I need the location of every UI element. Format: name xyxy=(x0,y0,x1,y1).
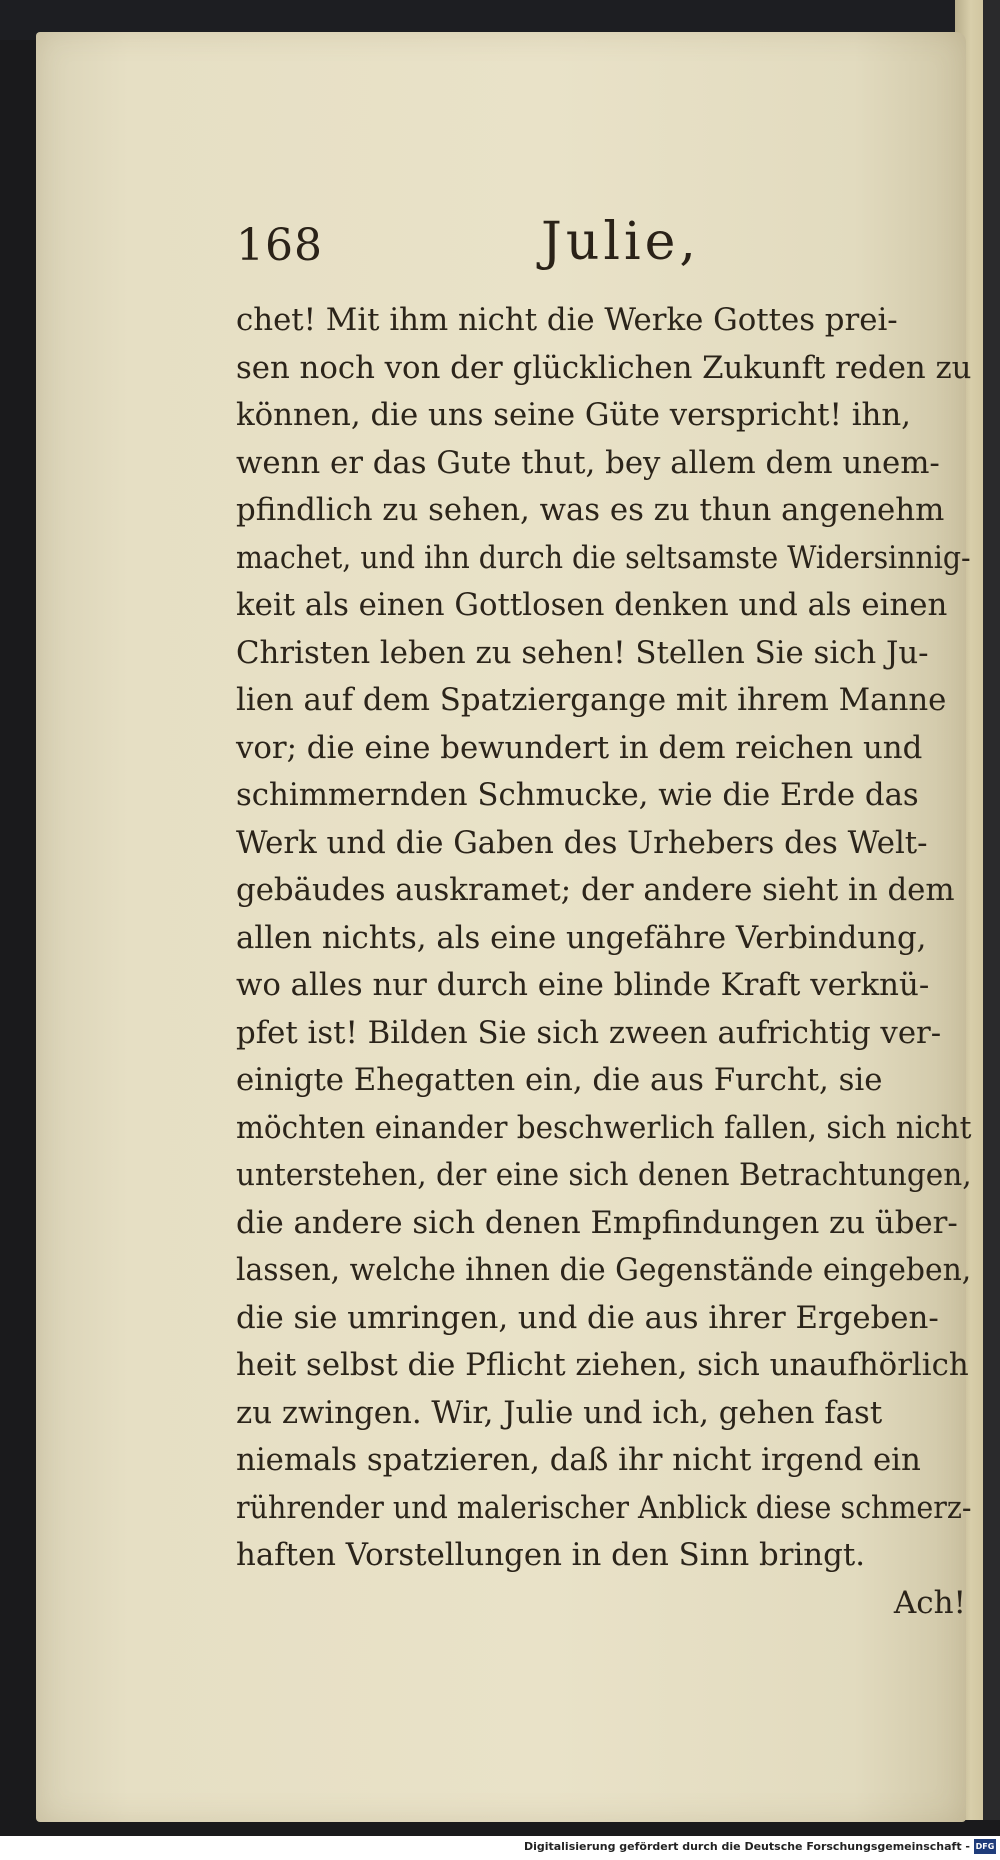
text-line: schimmernden Schmucke, wie die Erde das xyxy=(236,777,919,813)
text-line: wo alles nur durch eine blinde Kraft verknü- xyxy=(236,967,930,1003)
page-text-body xyxy=(236,297,976,1627)
page-number: 168 xyxy=(236,220,323,271)
text-line: wenn er das Gute thut, bey allem dem unem- xyxy=(236,444,940,481)
running-title: Julie, xyxy=(541,212,700,272)
text-line: vor; die eine bewundert in dem reichen und xyxy=(236,729,923,766)
text-line: zu zwingen. Wir, Julie und ich, gehen fast xyxy=(236,1394,883,1431)
catchword: Ach! xyxy=(893,1584,966,1621)
text-line: die andere sich denen Empfindungen zu über- xyxy=(236,1204,958,1241)
text-line: chet! Mit ihm nicht die Werke Gottes prei- xyxy=(236,302,898,338)
text-line: Werk und die Gaben des Urhebers des Welt- xyxy=(236,824,928,861)
footer-bar xyxy=(0,1836,1000,1860)
text-line: können, die uns seine Güte verspricht! ihn, xyxy=(236,397,911,433)
text-line: die sie umringen, und die aus ihrer Ergeben- xyxy=(236,1299,939,1336)
text-line: unterstehen, der eine sich denen Betrachtungen, xyxy=(236,1157,972,1193)
text-line: allen nichts, als eine ungefähre Verbindung, xyxy=(236,919,927,956)
dfg-logo-icon: DFG xyxy=(974,1839,996,1854)
page-header xyxy=(236,212,756,292)
text-line: gebäudes auskramet; der andere sieht in dem xyxy=(236,872,955,908)
text-line: machet, und ihn durch die seltsamste Widersinnig- xyxy=(236,539,971,576)
text-line: haften Vorstellungen in den Sinn bringt. xyxy=(236,1537,866,1573)
text-line: pfet ist! Bilden Sie sich zween aufrichtig ver- xyxy=(236,1014,942,1051)
text-line: rührender und malerischer Anblick diese schmerz- xyxy=(236,1489,972,1526)
funding-credit: Digitalisierung gefördert durch die Deutsche Forschungsgemeinschaft - xyxy=(523,1840,970,1853)
text-line: einigte Ehegatten ein, die aus Furcht, sie xyxy=(236,1062,883,1098)
text-line: möchten einander beschwerlich fallen, sich nicht xyxy=(236,1109,972,1146)
text-line: pfindlich zu sehen, was es zu thun angenehm xyxy=(236,492,945,528)
text-line: lassen, welche ihnen die Gegenstände eingeben, xyxy=(236,1252,972,1288)
book-page xyxy=(36,32,972,1822)
text-line: heit selbst die Pflicht ziehen, sich unaufhörlich xyxy=(236,1347,969,1383)
text-line: lien auf dem Spatziergange mit ihrem Manne xyxy=(236,682,947,718)
text-line: sen noch von der glücklichen Zukunft reden zu xyxy=(236,349,972,386)
text-line: Christen leben zu sehen! Stellen Sie sich Ju- xyxy=(236,634,929,671)
text-line: keit als einen Gottlosen denken und als einen xyxy=(236,587,948,623)
text-line: niemals spatzieren, daß ihr nicht irgend ein xyxy=(236,1442,921,1478)
